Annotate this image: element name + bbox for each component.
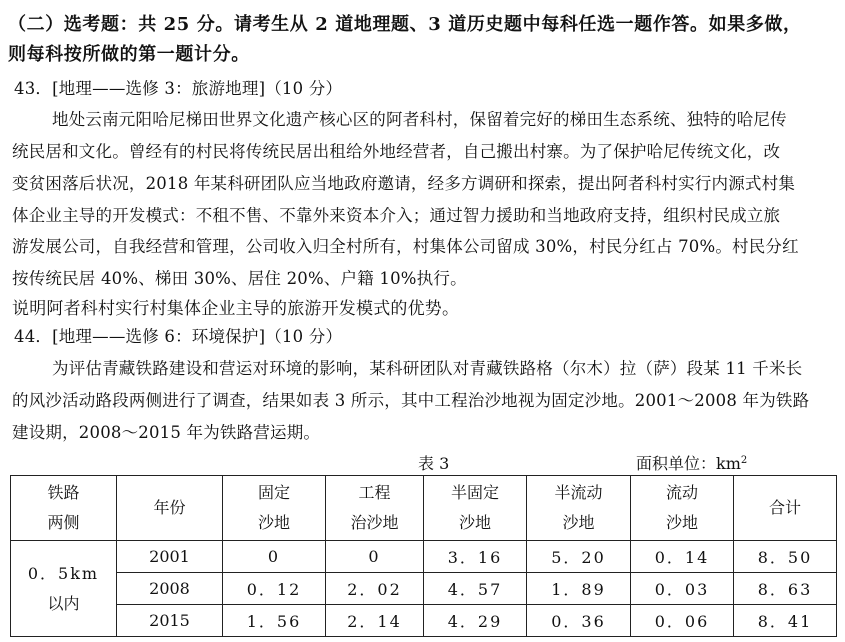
header-year: 年份	[117, 476, 223, 541]
value-cell: 0．06	[631, 605, 734, 637]
value-cell: 5．20	[527, 541, 631, 573]
q44-paragraph-line: 为评估青藏铁路建设和营运对环境的影响，某科研团队对青藏铁路格（尔木）拉（萨）段某 11 千米长	[52, 359, 803, 378]
value-cell: 8．63	[734, 573, 837, 605]
q44-paragraph-line: 的风沙活动路段两侧进行了调查，结果如表 3 所示，其中工程治沙地视为固定沙地。2001～2008 年为铁路	[12, 391, 810, 410]
value-cell: 4．29	[424, 605, 527, 637]
q44-paragraph-line: 建设期，2008～2015 年为铁路营运期。	[12, 423, 321, 442]
value-cell: 3．16	[424, 541, 527, 573]
header-semi-fixed-sand: 半固定 沙地	[424, 476, 527, 541]
year-cell: 2008	[117, 573, 223, 605]
section-header-line-2: 则每科按所做的第一题计分。	[8, 44, 250, 65]
header-engineered-sand: 工程 治沙地	[326, 476, 424, 541]
value-cell: 0	[223, 541, 326, 573]
header-fixed-sand: 固定 沙地	[223, 476, 326, 541]
header-mobile-sand: 流动 沙地	[631, 476, 734, 541]
q43-paragraph-line: 体企业主导的开发模式：不租不售、不靠外来资本介入；通过智力援助和当地政府支持，组织村民成立旅	[12, 206, 781, 225]
q44-title: 44．[地理——选修 6：环境保护]（10 分）	[14, 327, 343, 346]
table-row	[11, 541, 837, 573]
q43-paragraph-line: 游发展公司，自我经营和管理，公司收入归全村所有，村集体公司留成 30%，村民分红占 70%。村民分红	[12, 237, 799, 256]
value-cell: 0．36	[527, 605, 631, 637]
q43-paragraph-line: 地处云南元阳哈尼梯田世界文化遗产核心区的阿者科村，保留着完好的梯田生态系统、独特的哈尼传	[52, 110, 787, 129]
q43-title: 43．[地理——选修 3：旅游地理]（10 分）	[14, 79, 343, 98]
value-cell: 8．50	[734, 541, 837, 573]
header-total: 合计	[734, 476, 837, 541]
value-cell: 0．12	[223, 573, 326, 605]
value-cell: 0	[326, 541, 424, 573]
table-unit: 面积单位：$km^2$	[636, 454, 748, 473]
header-side: 铁路 两侧	[11, 476, 117, 541]
value-cell: 1．89	[527, 573, 631, 605]
year-cell: 2015	[117, 605, 223, 637]
table-header-row	[11, 476, 837, 541]
data-table	[10, 475, 837, 637]
section-header-line-1: （二）选考题：共 25 分。请考生从 2 道地理题、3 道历史题中每科任选一题作答。如果多做，	[8, 14, 802, 35]
value-cell: 2．14	[326, 605, 424, 637]
header-semi-mobile-sand: 半流动 沙地	[527, 476, 631, 541]
value-cell: 0．14	[631, 541, 734, 573]
group-label-cell: 0．5km 以内	[11, 541, 117, 637]
table-caption: 表 3	[418, 454, 450, 473]
year-cell: 2001	[117, 541, 223, 573]
value-cell: 2．02	[326, 573, 424, 605]
q43-question: 说明阿者科村实行村集体企业主导的旅游开发模式的优势。	[12, 299, 460, 319]
q43-paragraph-line: 统民居和文化。曾经有的村民将传统民居出租给外地经营者，自己搬出村寨。为了保护哈尼传统文化，改	[12, 142, 781, 161]
value-cell: 1．56	[223, 605, 326, 637]
q43-paragraph-line: 按传统民居 40%、梯田 30%、居住 20%、户籍 10%执行。	[12, 269, 467, 288]
table-row	[11, 573, 837, 605]
value-cell: 8．41	[734, 605, 837, 637]
value-cell: 0．03	[631, 573, 734, 605]
q43-paragraph-line: 变贫困落后状况，2018 年某科研团队应当地政府邀请，经多方调研和探索，提出阿者科村实行内源式村集	[12, 174, 796, 193]
value-cell: 4．57	[424, 573, 527, 605]
table-row	[11, 605, 837, 637]
